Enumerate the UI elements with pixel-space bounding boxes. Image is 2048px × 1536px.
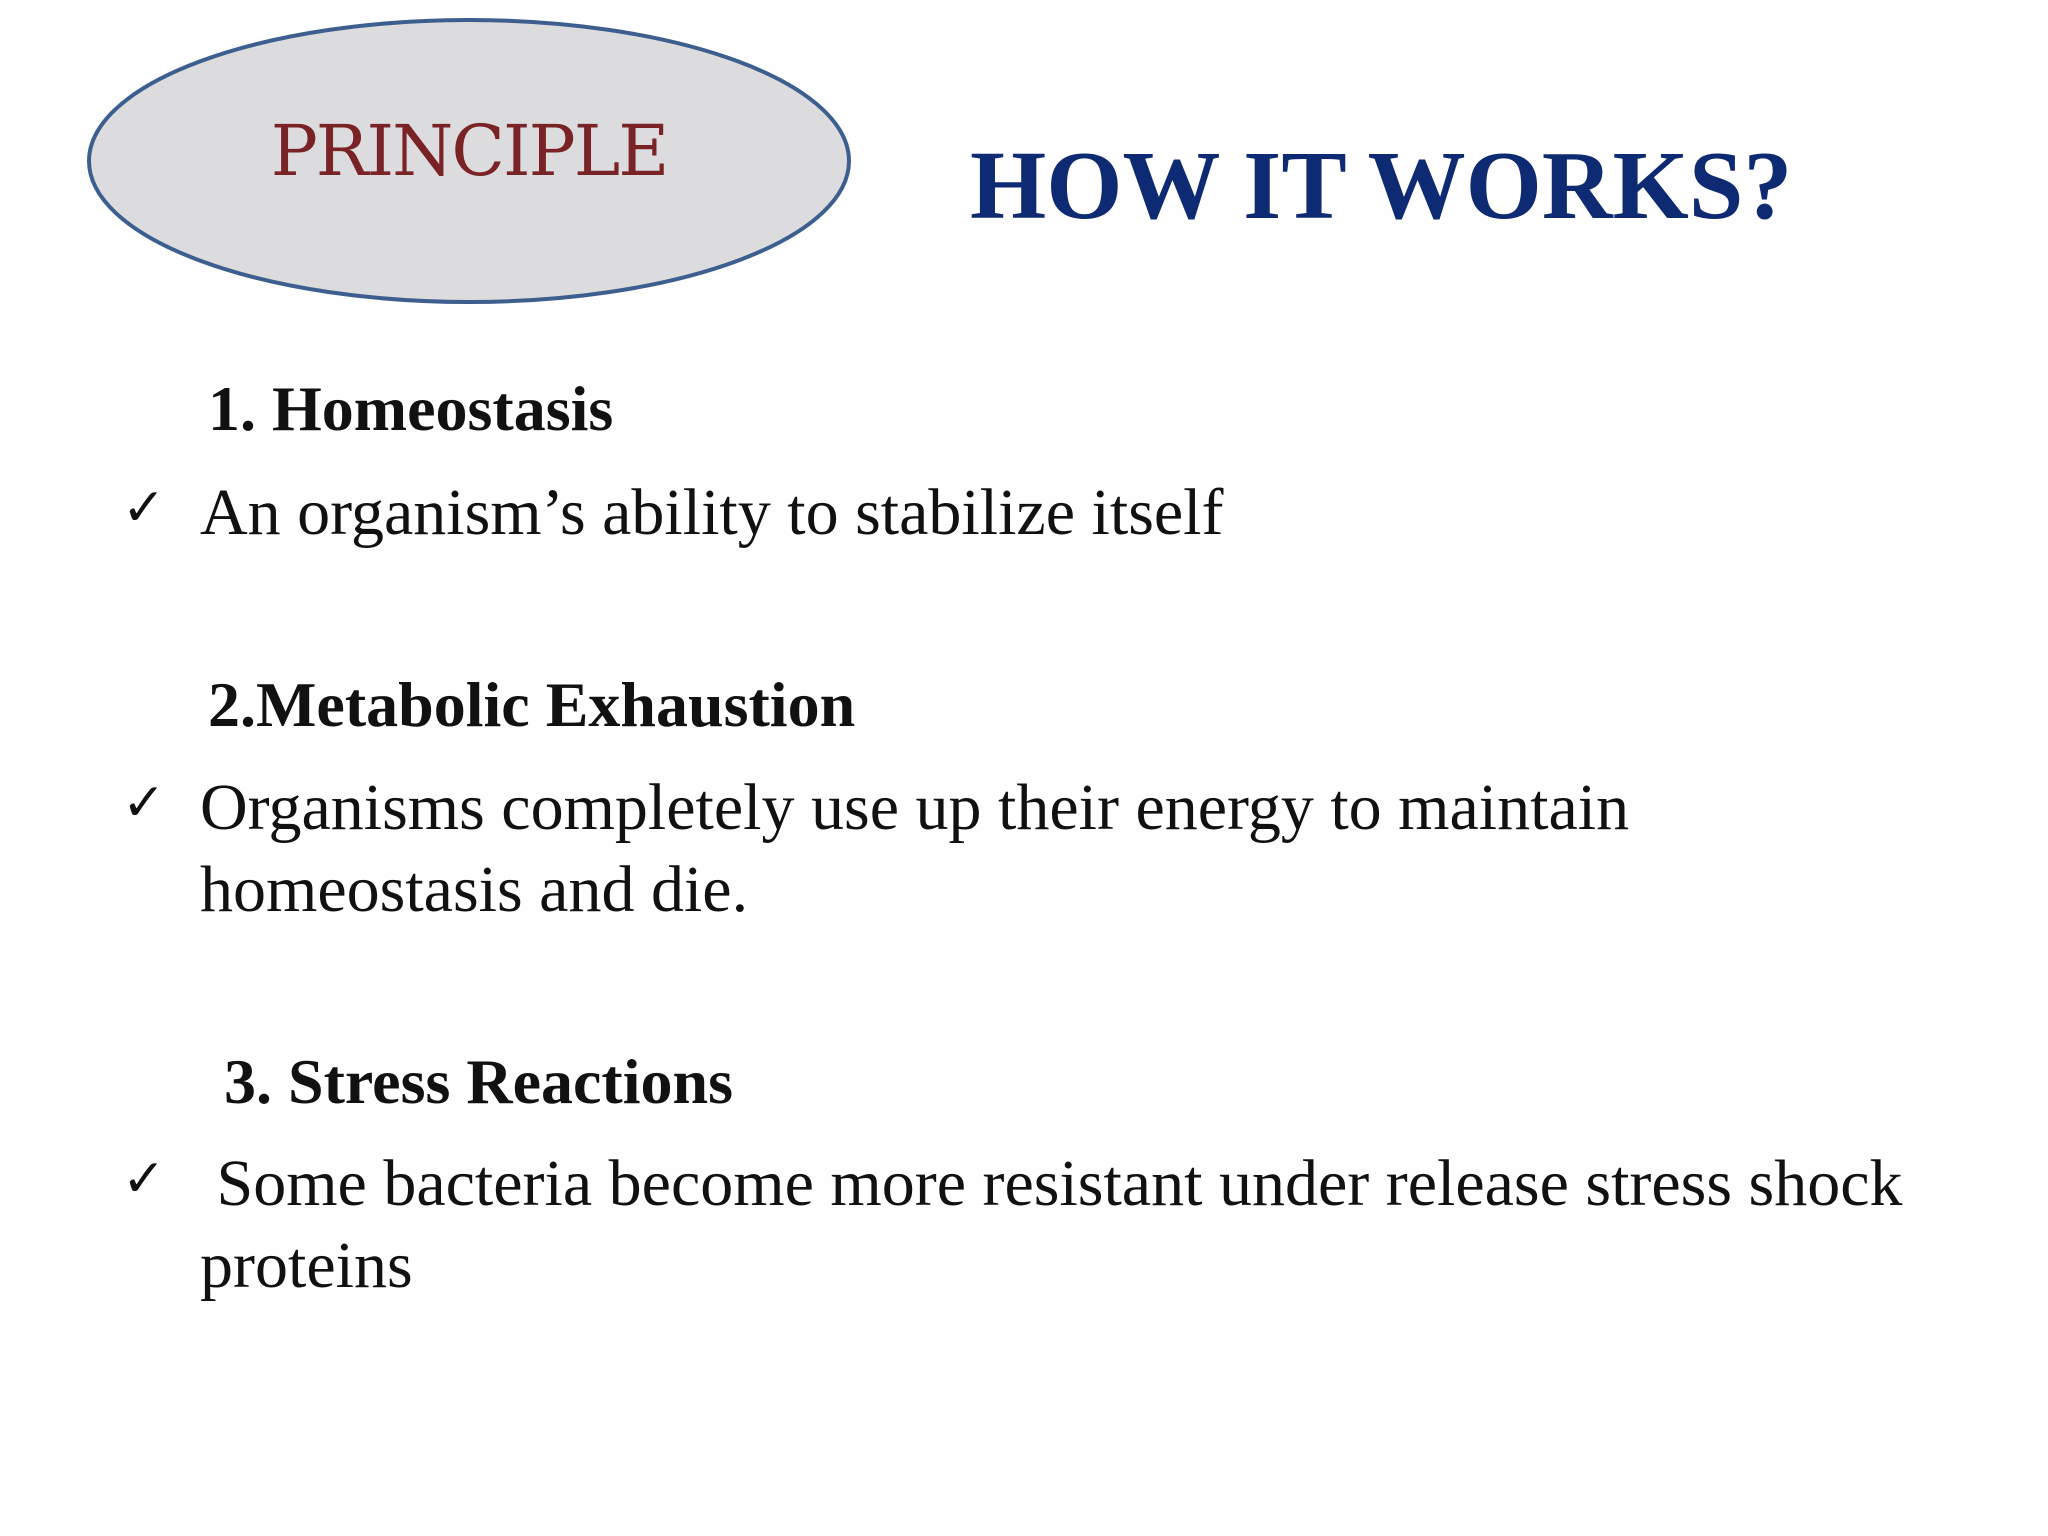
check-icon: ✓ (122, 478, 166, 538)
badge-label: PRINCIPLE (270, 110, 668, 192)
section-title-homeostasis: 1. Homeostasis (208, 373, 614, 444)
page-title: HOW IT WORKS? (970, 132, 1793, 240)
bullet-text-metabolic-exhaustion: Organisms completely use up their energy to maintain homeostasis and die. (200, 771, 1630, 926)
check-icon: ✓ (122, 1149, 166, 1209)
section-title-metabolic-exhaustion: 2.Metabolic Exhaustion (208, 669, 856, 740)
bullet-text-homeostasis: An organism’s ability to stabilize itself (200, 476, 1224, 549)
principle-badge (85, 16, 853, 306)
check-icon: ✓ (122, 773, 166, 833)
section-title-stress-reactions: 3. Stress Reactions (224, 1046, 733, 1117)
bullet-text-stress-reactions: Some bacteria become more resistant under release stress shock proteins (200, 1147, 1920, 1302)
